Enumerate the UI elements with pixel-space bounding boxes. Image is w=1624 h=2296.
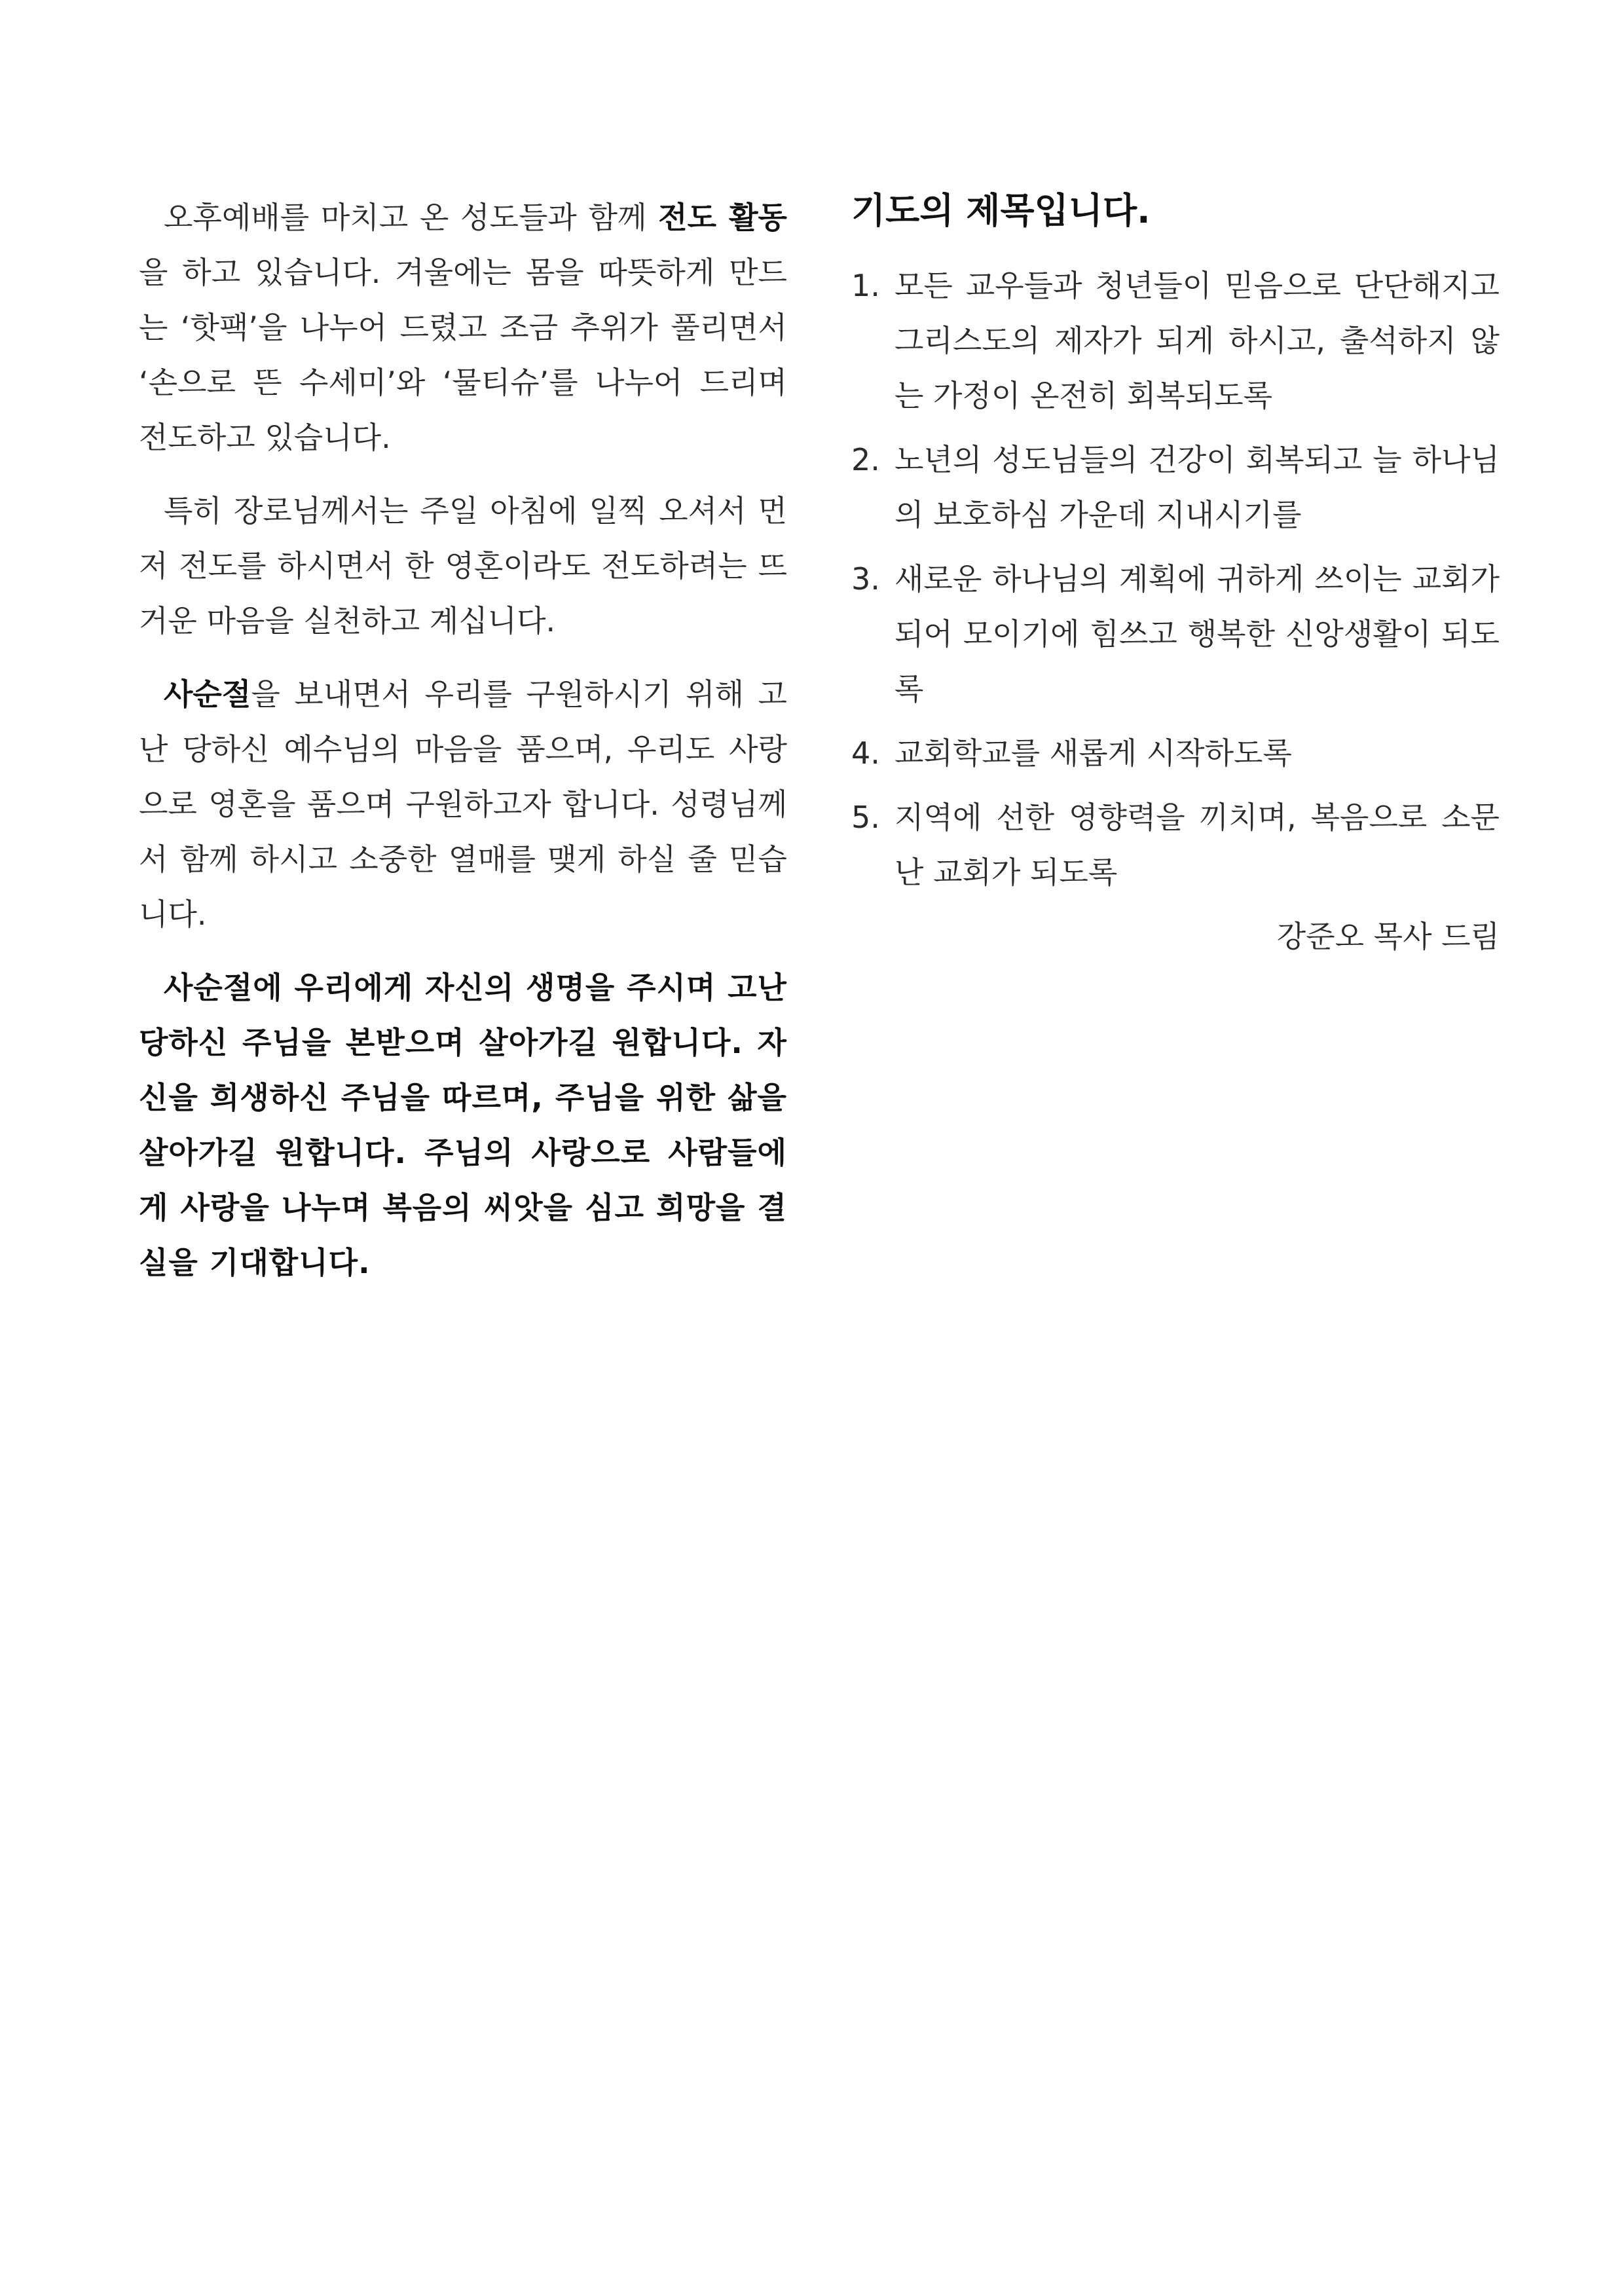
prayer-item (851, 726, 1500, 781)
signature: 강준오 목사 드림 (1276, 919, 1500, 954)
right-column (851, 190, 1500, 964)
prayer-item-text: 새로운 하나님의 계획에 귀하게 쓰이는 교회가 되어 모이기에 힘쓰고 행복한 신앙생활이 되도록 (895, 561, 1500, 707)
paragraph-evangelism (139, 190, 787, 465)
para3-highlight: 사순절 (164, 676, 251, 712)
para2-text: 특히 장로님께서는 주일 아침에 일찍 오셔서 먼저 전도를 하시면서 한 영혼이라도 전도하려는 뜨거운 마음을 실천하고 계십니다. (139, 493, 787, 639)
para1-before: 오후예배를 마치고 온 성도들과 함께 (164, 200, 659, 235)
prayer-item-number: 4. (851, 735, 880, 771)
prayer-item (851, 432, 1500, 542)
prayer-item-number: 1. (851, 268, 880, 303)
handwritten-text: 사순절에 우리에게 자신의 생명을 주시며 고난당하신 주님을 본받으며 살아가길 원합니다. 자신을 희생하신 주님을 따르며, 주님을 위한 삶을 살아가길 원합니다. 주님의 사랑으로 사람들에게 사랑을 나누며 복음의 씨앗을 심고 희망을 결실을 기대합니다. (139, 970, 787, 1280)
prayer-item-number: 3. (851, 561, 880, 597)
prayer-item-text: 지역에 선한 영향력을 끼치며, 복음으로 소문난 교회가 되도록 (895, 800, 1500, 890)
para1-highlight: 전도 활동 (658, 200, 787, 235)
paragraph-elders (139, 483, 787, 648)
prayer-item-text: 교회학교를 새롭게 시작하도록 (895, 735, 1292, 771)
prayer-list (851, 258, 1500, 900)
prayer-item (851, 790, 1500, 900)
prayer-title: 기도의 제목입니다. (851, 190, 1151, 231)
prayer-item (851, 258, 1500, 423)
prayer-item-text: 모든 교우들과 청년들이 믿음으로 단단해지고 그리스도의 제자가 되게 하시고, 출석하지 않는 가정이 온전히 회복되도록 (895, 268, 1500, 413)
prayer-item-number: 2. (851, 442, 880, 477)
prayer-item-text: 노년의 성도님들의 건강이 회복되고 늘 하나님의 보호하심 가운데 지내시기를 (895, 442, 1500, 532)
paragraph-lent (139, 667, 787, 942)
para3-after: 을 보내면서 우리를 구원하시기 위해 고난 당하신 예수님의 마음을 품으며, 우리도 사랑으로 영혼을 품으며 구원하고자 합니다. 성령님께서 함께 하시고 소중한 열매를 맺게 하실 줄 믿습니다. (139, 676, 787, 932)
prayer-item (851, 551, 1500, 716)
prayer-item-number: 5. (851, 800, 880, 835)
para1-after: 을 하고 있습니다. 겨울에는 몸을 따뜻하게 만드는 ‘핫팩’을 나누어 드렸고 조금 추위가 풀리면서 ‘손으로 뜬 수세미’와 ‘물티슈’를 나누어 드리며 전도하고 있습니다. (139, 255, 787, 455)
left-column (139, 190, 787, 1320)
handwritten-note (139, 960, 787, 1290)
